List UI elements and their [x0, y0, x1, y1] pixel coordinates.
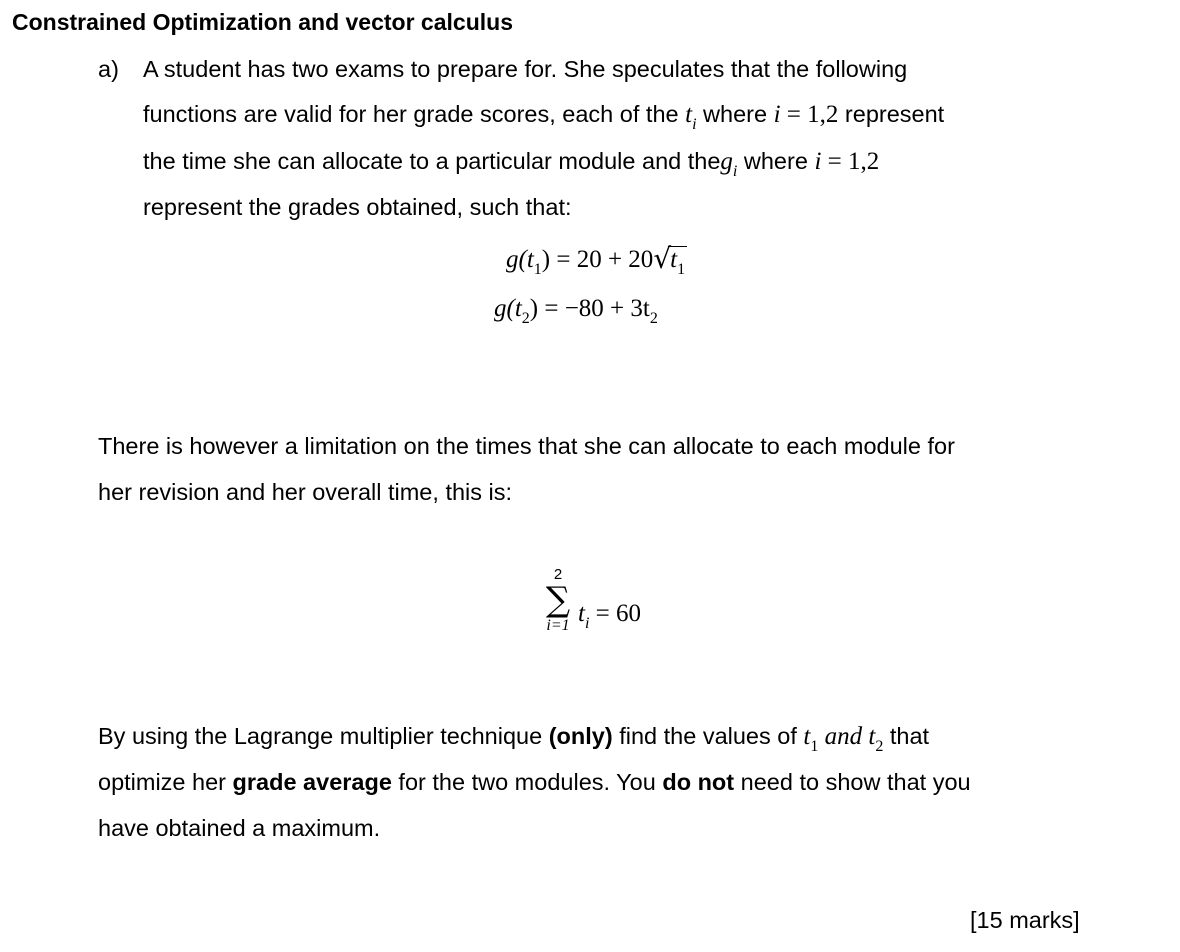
- sum-lower-limit: i=1: [546, 617, 570, 634]
- sigma-symbol: ∑: [545, 580, 571, 620]
- part-a-line-3: the time she can allocate to a particular module and theg$_i$ where i = 1,2: [143, 148, 880, 180]
- equation-g-t1: $g(t_1) = 20 + 20√t_1$: [506, 242, 686, 278]
- part-a-line-1: A student has two exams to prepare for. She speculates that the following: [143, 56, 908, 82]
- sum-body: $t_i = 60$: [578, 600, 642, 632]
- page-title: Constrained Optimization and vector calculus: [12, 9, 513, 35]
- limitation-line-2: her revision and her overall time, this is:: [98, 479, 513, 505]
- part-a-line-4: represent the grades obtained, such that:: [143, 194, 572, 220]
- part-a-line-2: functions are valid for her grade scores, each of the $t_i$ where i = 1,2 represent: [143, 101, 945, 133]
- limitation-line-1: There is however a limitation on the times that she can allocate to each module for: [98, 433, 955, 459]
- task-line-2: optimize her grade average for the two modules. You do not need to show that you: [98, 769, 971, 795]
- marks-label: [15 marks]: [970, 907, 1080, 933]
- sqrt-symbol: $√t_1$: [653, 242, 686, 278]
- equation-g-t2: $g(t_2) = -80 + 3t_2$: [494, 295, 658, 327]
- task-line-3: have obtained a maximum.: [98, 815, 381, 841]
- part-a-label: a): [98, 56, 119, 82]
- sum-constraint: [540, 566, 576, 635]
- task-line-1: By using the Lagrange multiplier technique (only) find the values of $t_1$ and $t_2$ that: [98, 723, 930, 755]
- sum-upper-limit: 2: [553, 566, 563, 583]
